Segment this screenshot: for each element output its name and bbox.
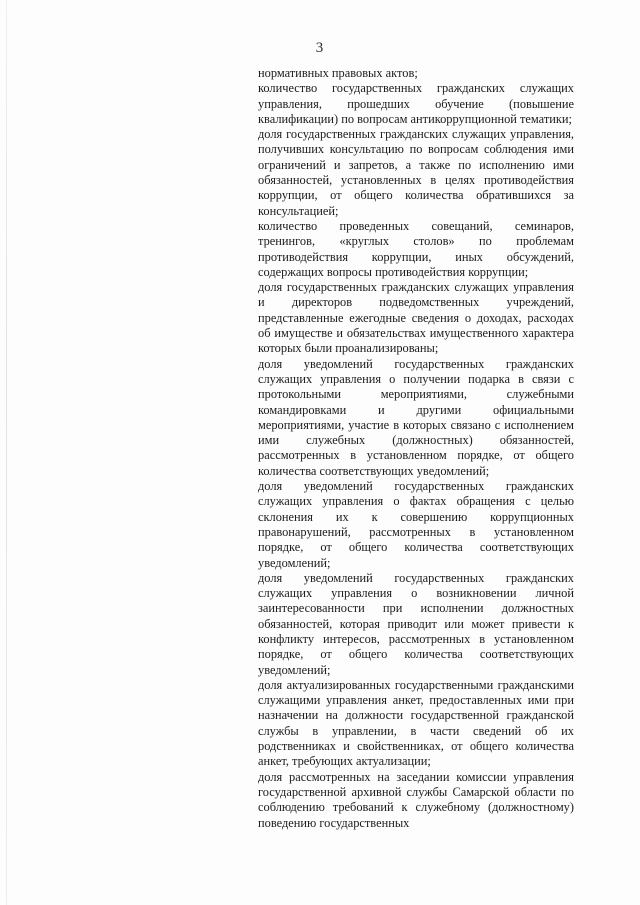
paragraph-10: доля рассмотренных на заседании комиссии управления государственной архивной службы Самарской области по соблюдению требований к служебному (должностному) поведению государственных	[258, 769, 574, 830]
paragraph-6: доля уведомлений государственных гражданских служащих управления о получении подарка в связи с протокольными мероприятиями, служебными командировками и другими официальными мероприятиями, участие в которых связано с исполнением ими служебных (должностных) обязанностей, рассмотренных в установленном порядке, от общего количества соответствующих уведомлений;	[258, 356, 574, 478]
paragraph-7: доля уведомлений государственных гражданских служащих управления о фактах обращения с целью склонения их к совершению коррупционных правонарушений, рассмотренных в установленном порядке, от общего количества соответствующих уведомлений;	[258, 479, 574, 570]
paragraph-8: доля уведомлений государственных гражданских служащих управления о возникновении личной заинтересованности при исполнении должностных обязанностей, которая приводит или может привести к конфликту интересов, рассмотренных в установленном порядке, от общего количества соответствующих уведомлений;	[258, 570, 574, 677]
paragraph-2: количество государственных гражданских служащих управления, прошедших обучение (повышение квалификации) по вопросам антикоррупционной тематики;	[258, 81, 574, 126]
paragraph-4: количество проведенных совещаний, семинаров, тренингов, «круглых столов» по проблемам противодействия коррупции, иных обсуждений, содержащих вопросы противодействия коррупции;	[258, 218, 574, 279]
paragraph-9: доля актуализированных государственными гражданскими служащими управления анкет, предоставленных ими при назначении на должности государственной гражданской службы в управлении, в части сведений об их родственниках и свойственниках, от общего количества анкет, требующих актуализации;	[258, 677, 574, 769]
paragraph-3: доля государственных гражданских служащих управления, получивших консультацию по вопросам соблюдения ими ограничений и запретов, а также по исполнению ими обязанностей, установленных в целях противодействия коррупции, от общего количества обратившихся за консультацией;	[258, 127, 574, 218]
paragraph-5: доля государственных гражданских служащих управления и директоров подведомственных учреждений, представленные ежегодные сведения о доходах, расходах об имуществе и обязательствах имущественного характера которых были проанализированы;	[258, 280, 574, 356]
document-body	[258, 66, 574, 831]
scan-edge	[6, 0, 7, 905]
paragraph-1: нормативных правовых актов;	[258, 66, 418, 80]
page-number: 3	[315, 40, 325, 56]
